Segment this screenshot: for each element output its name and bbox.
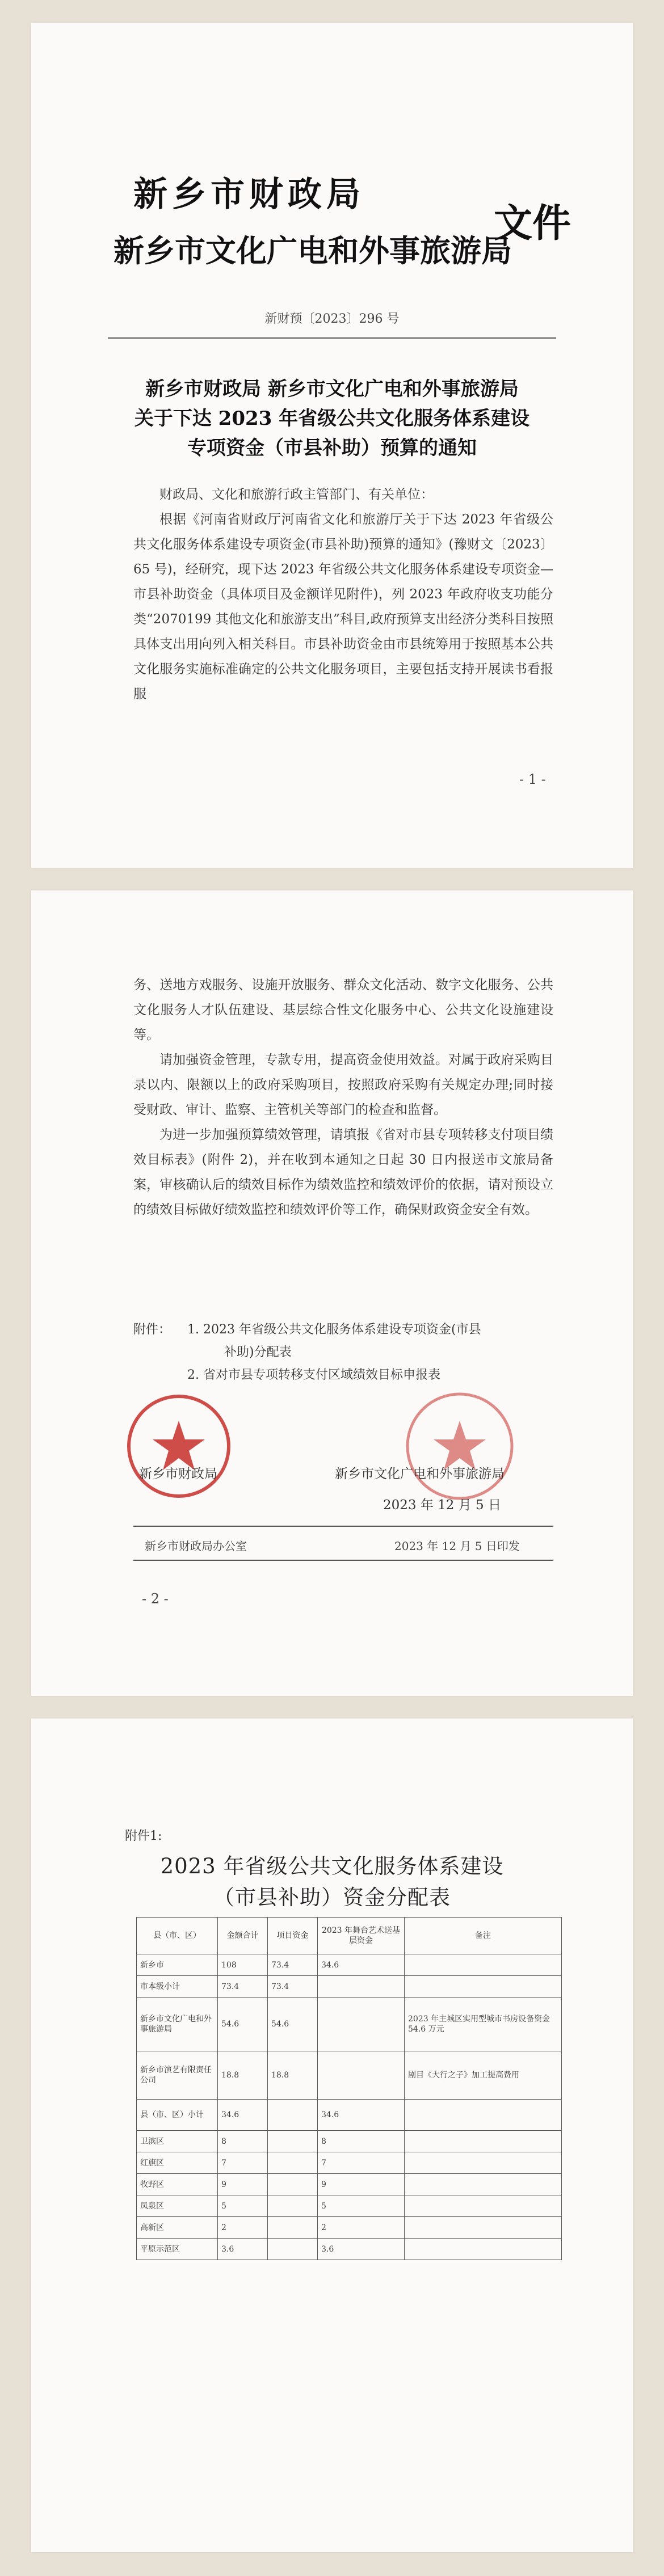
- finance-bureau-seal: [122, 1390, 236, 1503]
- print-date: 2023 年 12 月 5 日印发: [394, 1539, 520, 1553]
- cell-project: 18.8: [268, 2051, 318, 2100]
- document-label: 文件: [494, 201, 571, 246]
- cell-county: 红旗区: [137, 2152, 218, 2174]
- body-paragraph-1-cont: 务、送地方戏服务、设施开放服务、群众文化活动、数字文化服务、公共文化服务人才队伍建设、基层综合性文化服务中心、公共文化设施建设等。: [133, 978, 553, 1042]
- cell-stage-art: 34.6: [318, 1954, 405, 1976]
- table-title-line-1: 2023 年省级公共文化服务体系建设: [160, 1854, 504, 1878]
- col-header-project: 项目资金: [268, 1918, 318, 1954]
- body-paragraph-2: 请加强资金管理，专款专用，提高资金使用效益。对属于政府采购目录以内、限额以上的政府采购项目，按照政府采购有关规定办理;同时接受财政、审计、监察、主管机关等部门的检查和监督。: [133, 1053, 553, 1117]
- cell-stage-art: 5: [318, 2195, 405, 2217]
- document-page-2: [31, 890, 633, 1696]
- cell-stage-art: 34.6: [318, 2100, 405, 2131]
- cell-total: 5: [218, 2195, 268, 2217]
- cell-total: 108: [218, 1954, 268, 1976]
- cell-project: [268, 2131, 318, 2152]
- cell-stage-art: [318, 2051, 405, 2100]
- culture-bureau-seal: [400, 1387, 519, 1506]
- cell-county: 市本级小计: [137, 1976, 218, 1998]
- title-line-3: 专项资金（市县补助）预算的通知: [187, 437, 477, 459]
- cell-stage-art: 3.6: [318, 2239, 405, 2260]
- cell-remark: [405, 2239, 562, 2260]
- cell-county: 平原示范区: [137, 2239, 218, 2260]
- body-paragraph-1: 根据《河南省财政厅河南省文化和旅游厅关于下达 2023 年省级公共文化服务体系建设专项资金(市县补助)预算的通知》(豫财文〔2023〕65 号)，经研究，现下达 2023 年省级公共文化服务体系建设专项资金—市县补助资金（具体项目及金额详见附件)，列 2023 年政府收支功能分类“2070199 其他文化和旅游支出”科目,政府预算支出经济分类科目按照具体支出用向列入相关科目。市县补助资金由市县统筹用于按照基本公共文化服务实施标准确定的公共文化服务项目，主要包括支持开展读书看报服: [133, 512, 553, 702]
- cell-remark: [405, 1954, 562, 1976]
- cell-stage-art: [318, 1998, 405, 2051]
- cell-total: 18.8: [218, 2051, 268, 2100]
- table-row: [137, 2152, 562, 2174]
- cell-total: 2: [218, 2217, 268, 2239]
- table-row: [137, 2131, 562, 2152]
- issue-date: 2023 年 12 月 5 日: [383, 1498, 501, 1513]
- table-row: [137, 2217, 562, 2239]
- attachment-2: 2. 省对市县专项转移支付区域绩效目标申报表: [187, 1368, 440, 1382]
- footer-divider-bottom: [133, 1560, 553, 1561]
- table-row: [137, 1976, 562, 1998]
- cell-remark: [405, 1976, 562, 1998]
- cell-remark: [405, 2174, 562, 2195]
- page-number: - 2 -: [142, 1591, 169, 1607]
- issuer-finance-bureau: 新乡市财政局: [133, 175, 365, 214]
- table-row: [137, 2239, 562, 2260]
- attachments-label: 附件：: [133, 1323, 171, 1337]
- cell-project: 54.6: [268, 1998, 318, 2051]
- document-number: 新财预〔2023〕296 号: [264, 312, 400, 326]
- col-header-total: 金额合计: [218, 1918, 268, 1954]
- col-header-stage-art: 2023 年舞台艺术送基层资金: [318, 1918, 405, 1954]
- cell-remark: 2023 年主城区实用型城市书房设备资金 54.6 万元: [405, 1998, 562, 2051]
- attachment-1-cont: 补助)分配表: [224, 1345, 292, 1359]
- attachment-1: 1. 2023 年省级公共文化服务体系建设专项资金(市县: [187, 1323, 481, 1337]
- printing-office: 新乡市财政局办公室: [145, 1539, 247, 1553]
- cell-remark: [405, 2195, 562, 2217]
- table-row: [137, 2174, 562, 2195]
- footer-divider-top: [133, 1526, 553, 1527]
- document-page-1: [31, 23, 633, 868]
- addressee: 财政局、文化和旅游行政主管部门、有关单位：: [159, 487, 434, 502]
- table-header-row: [137, 1918, 562, 1954]
- cell-stage-art: [318, 1976, 405, 1998]
- cell-stage-art: 7: [318, 2152, 405, 2174]
- body-paragraph-3: 为进一步加强预算绩效管理，请填报《省对市县专项转移支付项目绩效目标表》(附件 2)，并在收到本通知之日起 30 日内报送市文旅局备案，审核确认后的绩效目标作为绩效监控和绩效评价的依据，请对预设立的绩效目标做好绩效监控和绩效评价等工作，确保财政资金安全有效。: [133, 1127, 553, 1217]
- table-title-line-2: （市县补助）资金分配表: [213, 1885, 451, 1910]
- table-row: [137, 2100, 562, 2131]
- cell-total: 73.4: [218, 1976, 268, 1998]
- cell-total: 8: [218, 2131, 268, 2152]
- cell-stage-art: 8: [318, 2131, 405, 2152]
- document-page-3: [31, 1718, 633, 2552]
- cell-stage-art: 2: [318, 2217, 405, 2239]
- cell-county: 牧野区: [137, 2174, 218, 2195]
- cell-total: 7: [218, 2152, 268, 2174]
- cell-total: 34.6: [218, 2100, 268, 2131]
- page-number: - 1 -: [519, 771, 546, 787]
- col-header-remark: 备注: [405, 1918, 562, 1954]
- title-line-2: 关于下达 2023 年省级公共文化服务体系建设: [134, 407, 530, 430]
- cell-remark: 剧目《大行之子》加工提高费用: [405, 2051, 562, 2100]
- attachments-list: [133, 1319, 565, 1387]
- cell-remark: [405, 2100, 562, 2131]
- cell-total: 54.6: [218, 1998, 268, 2051]
- cell-project: 73.4: [268, 1954, 318, 1976]
- cell-remark: [405, 2152, 562, 2174]
- signer-culture-bureau: 新乡市文化广电和外事旅游局: [335, 1467, 505, 1481]
- cell-total: 9: [218, 2174, 268, 2195]
- table-row: [137, 2195, 562, 2217]
- table-row: [137, 1954, 562, 1976]
- header-divider: [108, 337, 556, 339]
- notice-title: [31, 374, 633, 463]
- body-text: [133, 482, 553, 707]
- cell-project: [268, 2217, 318, 2239]
- cell-county: 高新区: [137, 2217, 218, 2239]
- cell-county: 卫滨区: [137, 2131, 218, 2152]
- cell-project: [268, 2152, 318, 2174]
- cell-county: 新乡市: [137, 1954, 218, 1976]
- cell-county: 凤泉区: [137, 2195, 218, 2217]
- cell-project: [268, 2195, 318, 2217]
- cell-project: [268, 2174, 318, 2195]
- cell-total: 3.6: [218, 2239, 268, 2260]
- cell-remark: [405, 2217, 562, 2239]
- cell-project: 73.4: [268, 1976, 318, 1998]
- attachment-label: 附件1:: [125, 1829, 162, 1843]
- issuer-culture-bureau: 新乡市文化广电和外事旅游局: [114, 233, 512, 269]
- col-header-county: 县（市、区）: [137, 1918, 218, 1954]
- cell-county: 新乡市演艺有限责任公司: [137, 2051, 218, 2100]
- body-text-cont: [133, 973, 553, 1222]
- table-row: [137, 2051, 562, 2100]
- cell-stage-art: 9: [318, 2174, 405, 2195]
- signer-finance-bureau: 新乡市财政局: [139, 1467, 217, 1481]
- cell-remark: [405, 2131, 562, 2152]
- cell-project: [268, 2239, 318, 2260]
- title-line-1: 新乡市财政局 新乡市文化广电和外事旅游局: [145, 378, 519, 400]
- table-row: [137, 1998, 562, 2051]
- cell-project: [268, 2100, 318, 2131]
- cell-county: 新乡市文化广电和外事旅游局: [137, 1998, 218, 2051]
- cell-county: 县（市、区）小计: [137, 2100, 218, 2131]
- allocation-table: [136, 1917, 562, 2260]
